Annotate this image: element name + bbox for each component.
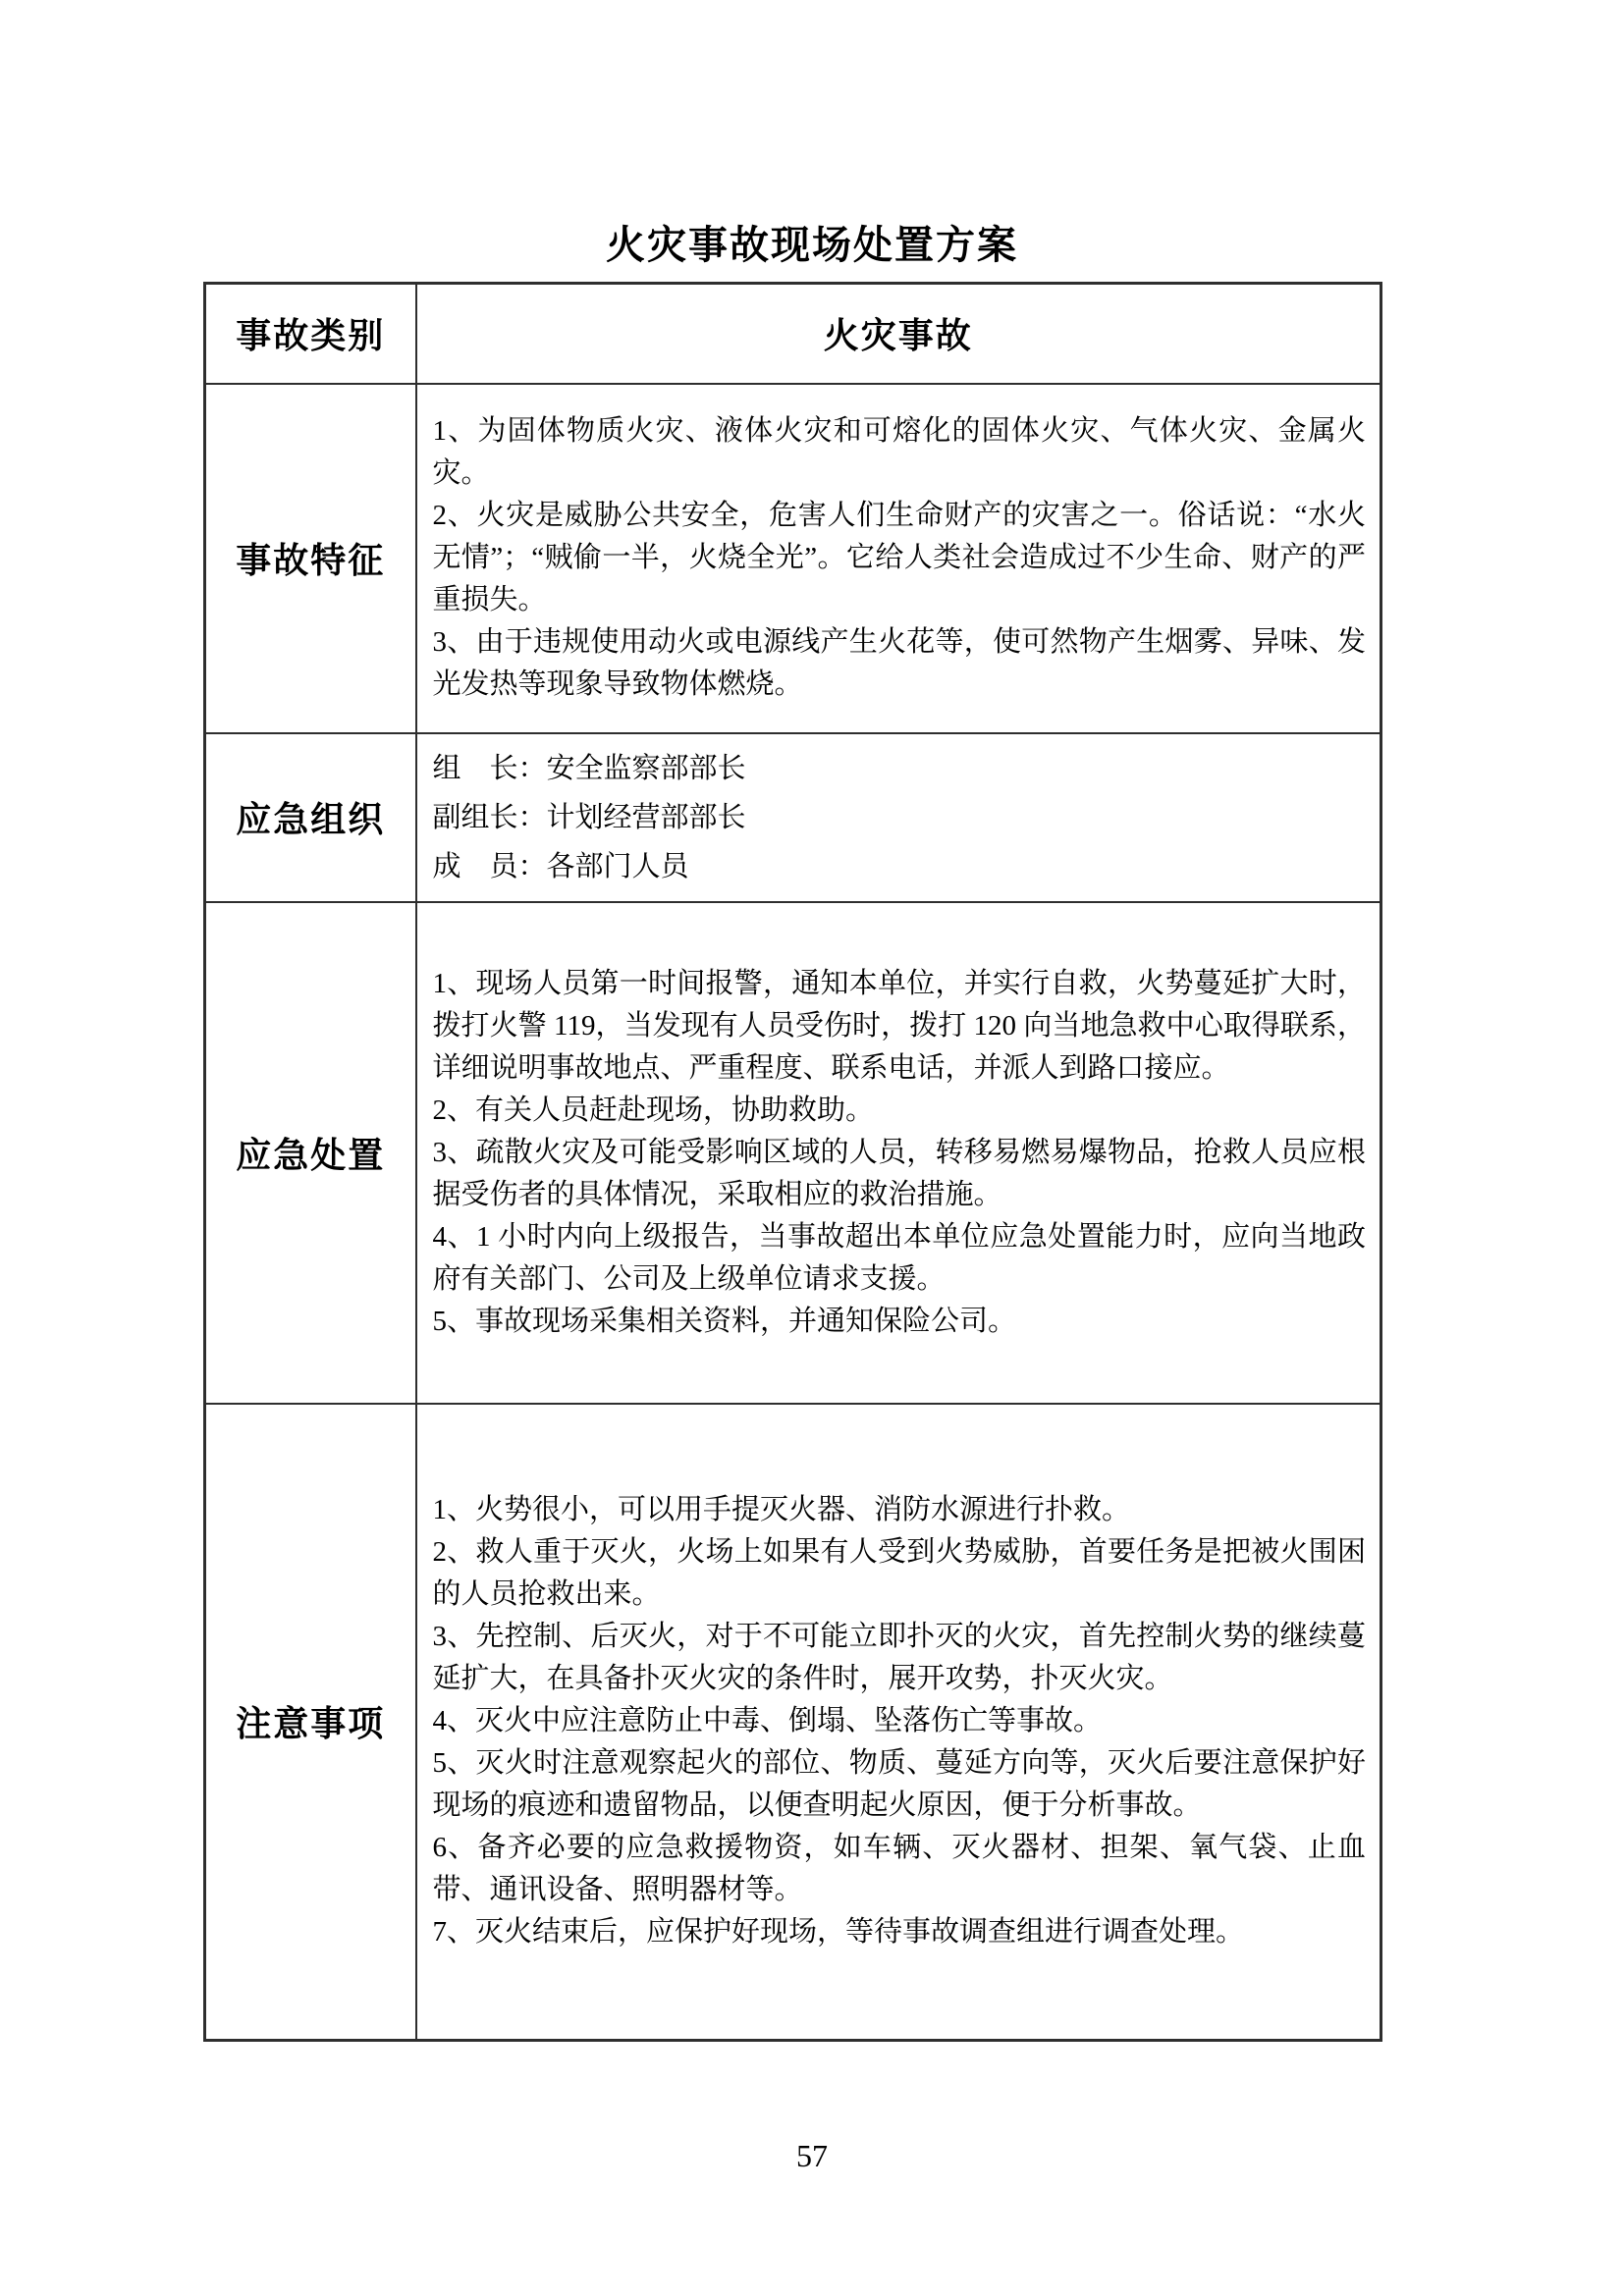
accident-features-label: 事故特征 [205, 384, 416, 733]
text-line: 1、为固体物质火灾、液体火灾和可熔化的固体火灾、气体火灾、金属火灾。 [432, 415, 1366, 489]
accident-features-content [416, 384, 1381, 733]
emergency-handling-content [416, 902, 1381, 1404]
document-title: 火灾事故现场处置方案 [606, 223, 1018, 267]
accident-category-value: 火灾事故 [416, 284, 1381, 384]
text-line: 4、灭火中应注意防止中毒、倒塌、坠落伤亡等事故。 [432, 1705, 1103, 1737]
text-line: 副组长：计划经营部部长 [432, 801, 746, 833]
table-row-precautions [205, 1404, 1381, 2041]
text-line: 1、火势很小，可以用手提灭火器、消防水源进行扑救。 [432, 1494, 1131, 1526]
precautions-content [416, 1404, 1381, 2041]
page-number: 57 [796, 2138, 828, 2173]
text-line: 4、1 小时内向上级报告，当事故超出本单位应急处置能力时，应向当地政府有关部门、公司及上级单位请求支援。 [432, 1220, 1366, 1295]
emergency-organization-label: 应急组织 [205, 733, 416, 902]
table-row-emergency-handling [205, 902, 1381, 1404]
text-line: 3、由于违规使用动火或电源线产生火花等，使可然物产生烟雾、异味、发光发热等现象导致物体燃烧。 [432, 626, 1366, 700]
text-line: 3、疏散火灾及可能受影响区域的人员，转移易燃易爆物品，抢救人员应根据受伤者的具体情况，采取相应的救治措施。 [432, 1136, 1366, 1210]
table-row-accident-category [205, 284, 1381, 384]
text-line: 2、火灾是威胁公共安全，危害人们生命财产的灾害之一。俗话说：“水火无情”；“贼偷一半，火烧全光”。它给人类社会造成过不少生命、财产的严重损失。 [432, 500, 1366, 615]
accident-category-label: 事故类别 [205, 284, 416, 384]
text-line: 2、救人重于灭火，火场上如果有人受到火势威胁，首要任务是把被火围困的人员抢救出来。 [432, 1536, 1366, 1611]
text-line: 5、事故现场采集相关资料，并通知保险公司。 [432, 1305, 1017, 1337]
emergency-organization-content [416, 733, 1381, 902]
text-line: 1、现场人员第一时间报警，通知本单位，并实行自救，火势蔓延扩大时，拨打火警 119，当发现有人员受伤时，拨打 120 向当地急救中心取得联系，详细说明事故地点、严重程度、联系电话，并派人到路口接应。 [432, 967, 1366, 1084]
text-line: 7、灭火结束后，应保护好现场，等待事故调查组进行调查处理。 [432, 1916, 1245, 1949]
text-line: 5、灭火时注意观察起火的部位、物质、蔓延方向等，灭火后要注意保护好现场的痕迹和遗留物品，以便查明起火原因，便于分析事故。 [432, 1747, 1366, 1822]
table-row-accident-features [205, 384, 1381, 733]
text-line: 成 员：各部门人员 [432, 850, 689, 882]
response-plan-table [203, 282, 1382, 2042]
table-row-emergency-organization [205, 733, 1381, 902]
text-line: 组 长：安全监察部部长 [432, 752, 746, 784]
text-line: 3、先控制、后灭火，对于不可能立即扑灭的火灾，首先控制火势的继续蔓延扩大，在具备扑灭火灾的条件时，展开攻势，扑灭火灾。 [432, 1621, 1366, 1695]
text-line: 2、有关人员赶赴现场，协助救助。 [432, 1094, 875, 1126]
emergency-handling-label: 应急处置 [205, 902, 416, 1404]
precautions-label: 注意事项 [205, 1404, 416, 2041]
text-line: 6、备齐必要的应急救援物资，如车辆、灭火器材、担架、氧气袋、止血带、通讯设备、照明器材等。 [432, 1832, 1366, 1906]
